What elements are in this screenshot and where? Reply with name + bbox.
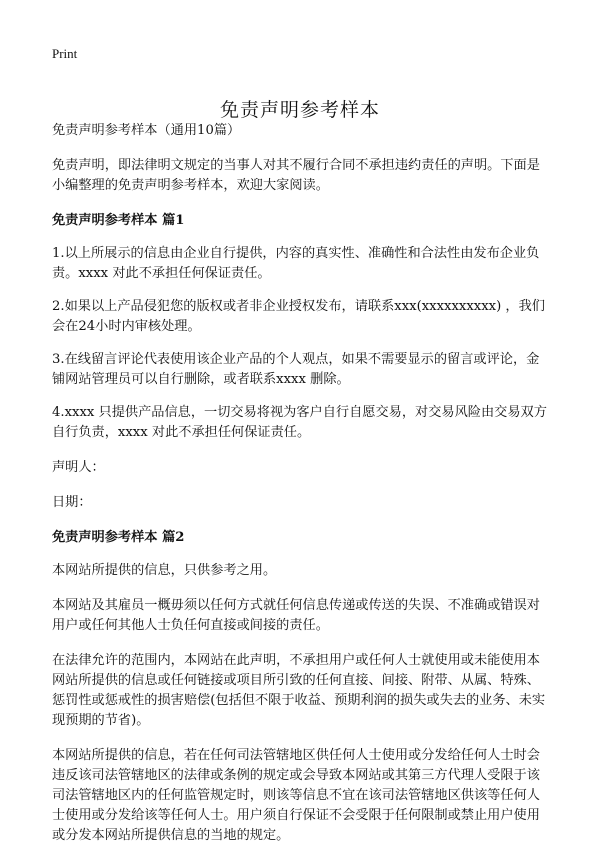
- section2-paragraph-1: 本网站所提供的信息，只供参考之用。: [52, 563, 277, 578]
- section1-item-1: 1.以上所展示的信息由企业自行提供，内容的真实性、准确性和合法性由发布企业负责。xxxx 对此不承担任何保证责任。: [52, 246, 540, 281]
- section-heading-1: 免责声明参考样本 篇1: [52, 213, 185, 228]
- section1-item-4: 4.xxxx 只提供产品信息，一切交易将视为客户自行自愿交易，对交易风险由交易双方自行负责，xxxx 对此不承担任何保证责任。: [52, 405, 547, 440]
- section1-item-3: 3.在线留言评论代表使用该企业产品的个人观点，如果不需要显示的留言或评论，金铺网站管理员可以自行删除，或者联系xxxx 删除。: [52, 352, 540, 387]
- document-body: [52, 121, 552, 846]
- section2-paragraph-3: 在法律允许的范围内，本网站在此声明，不承担用户或任何人士就使用或未能使用本网站所提供的信息或任何链接或项目所引致的任何直接、间接、附带、从属、特殊、惩罚性或惩戒性的损害赔偿(包括但不限于收益、预期利润的损失或失去的业务、未实现预期的节省)。: [52, 653, 546, 728]
- declarant-label: 声明人：: [52, 460, 105, 475]
- section-heading-2: 免责声明参考样本 篇2: [52, 530, 185, 545]
- page-title: 免责声明参考样本: [219, 98, 380, 121]
- date-label: 日期：: [52, 495, 92, 510]
- section2-paragraph-4: 本网站所提供的信息，若在任何司法管辖地区供任何人士使用或分发给任何人士时会违反该司法管辖地区的法律或条例的规定或会导致本网站或其第三方代理人受限于该司法管辖地区内的任何监管规定时，则该等信息不宜在该司法管辖地区供该等任何人士使用或分发给该等任何人士。用户须自行保证不会受限于任何限制或禁止用户使用或分发本网站所提供信息的当地的规定。: [52, 748, 540, 843]
- document-subtitle: 免责声明参考样本（通用10篇）: [52, 123, 241, 138]
- intro-paragraph: 免责声明，即法律明文规定的当事人对其不履行合同不承担违约责任的声明。下面是小编整理的免责声明参考样本，欢迎大家阅读。: [52, 158, 540, 193]
- section1-item-2: 2.如果以上产品侵犯您的版权或者非企业授权发布，请联系xxx(xxxxxxxxxx) ，我们会在24小时内审核处理。: [52, 299, 545, 334]
- section2-paragraph-2: 本网站及其雇员一概毋须以任何方式就任何信息传递或传送的失误、不准确或错误对用户或任何其他人士负任何直接或间接的责任。: [52, 598, 540, 633]
- print-link[interactable]: Print: [52, 46, 78, 61]
